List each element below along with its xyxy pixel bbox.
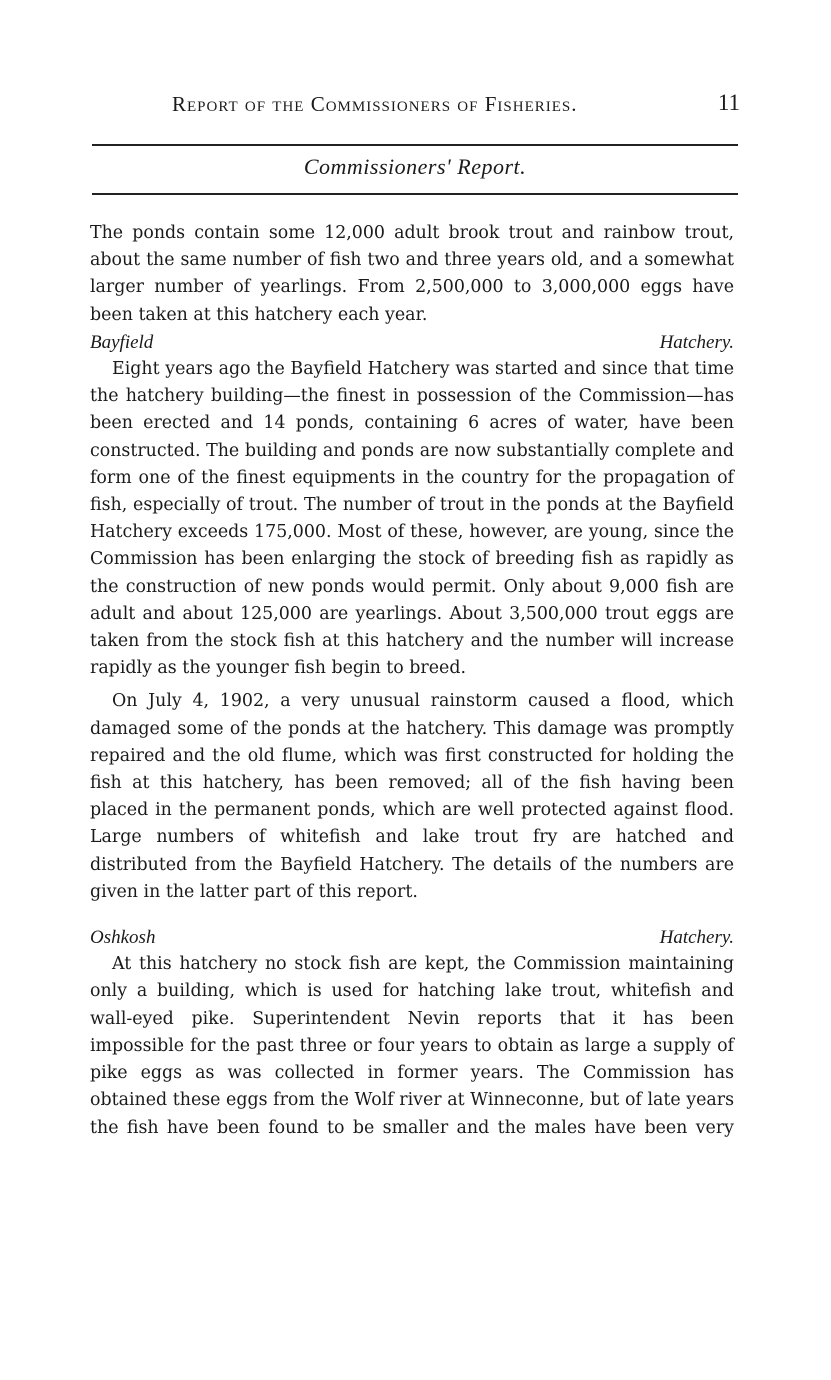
page-number: 11: [717, 90, 740, 115]
paragraph-ponds: The ponds contain some 12,000 adult brook trout and rainbow trout, about the same number of fish two and three years old, and a somewhat larger number of yearlings. From 2,500,000 to 3,000,000 eggs have been taken at this hatchery each year.: [90, 223, 734, 325]
header-rule-bottom: [92, 193, 738, 195]
paragraph-oshkosh: At this hatchery no stock fish are kept, the Commission maintaining only a building, which is used for hatching lake trout, whitefish and wall-eyed pike. Superintendent Nevin reports that it has been impossible for the past three or four years to obtain as large a supply of pike eggs as was collected in former years. The Commission has obtained these eggs from the Wolf river at Winneconne, but of late years the fish have been found to be smaller and the males have been very: [90, 954, 734, 1138]
body-text: [90, 220, 734, 1142]
heading-bayfield-hatchery: Bayfield Hatchery.: [90, 331, 734, 353]
paragraph-flood: On July 4, 1902, a very unusual rainstorm caused a flood, which damaged some of the ponds at the hatchery. This damage was promptly repaired and the old flume, which was first constructed for holding the fish at this hatchery, has been removed; all of the fish having been placed in the permanent ponds, which are well protected against flood. Large numbers of whitefish and lake trout fry are hatched and distributed from the Bayfield Hatchery. The details of the numbers are given in the latter part of this report.: [90, 691, 734, 902]
running-title: Report of the Commissioners of Fisheries.: [172, 92, 578, 116]
paragraph-bayfield: Eight years ago the Bayfield Hatchery was started and since that time the hatchery building—the finest in possession of the Commission—has been erected and 14 ponds, containing 6 acres of water, have been constructed. The building and ponds are now substantially complete and form one of the finest equipments in the country for the propagation of fish, especially of trout. The number of trout in the ponds at the Bayfield Hatchery exceeds 175,000. Most of these, however, are young, since the Commission has been enlarging the stock of breeding fish as rapidly as the construction of new ponds would permit. Only about 9,000 fish are adult and about 125,000 are yearlings. About 3,500,000 trout eggs are taken from the stock fish at this hatchery and the number will increase rapidly as the younger fish begin to breed.: [90, 359, 734, 679]
heading-oshkosh-hatchery: Oshkosh Hatchery.: [90, 927, 734, 949]
section-title: Commissioners' Report.: [303, 154, 527, 179]
running-header: [92, 88, 740, 122]
section-gap: [90, 906, 734, 924]
header-rule-top: [92, 144, 738, 146]
